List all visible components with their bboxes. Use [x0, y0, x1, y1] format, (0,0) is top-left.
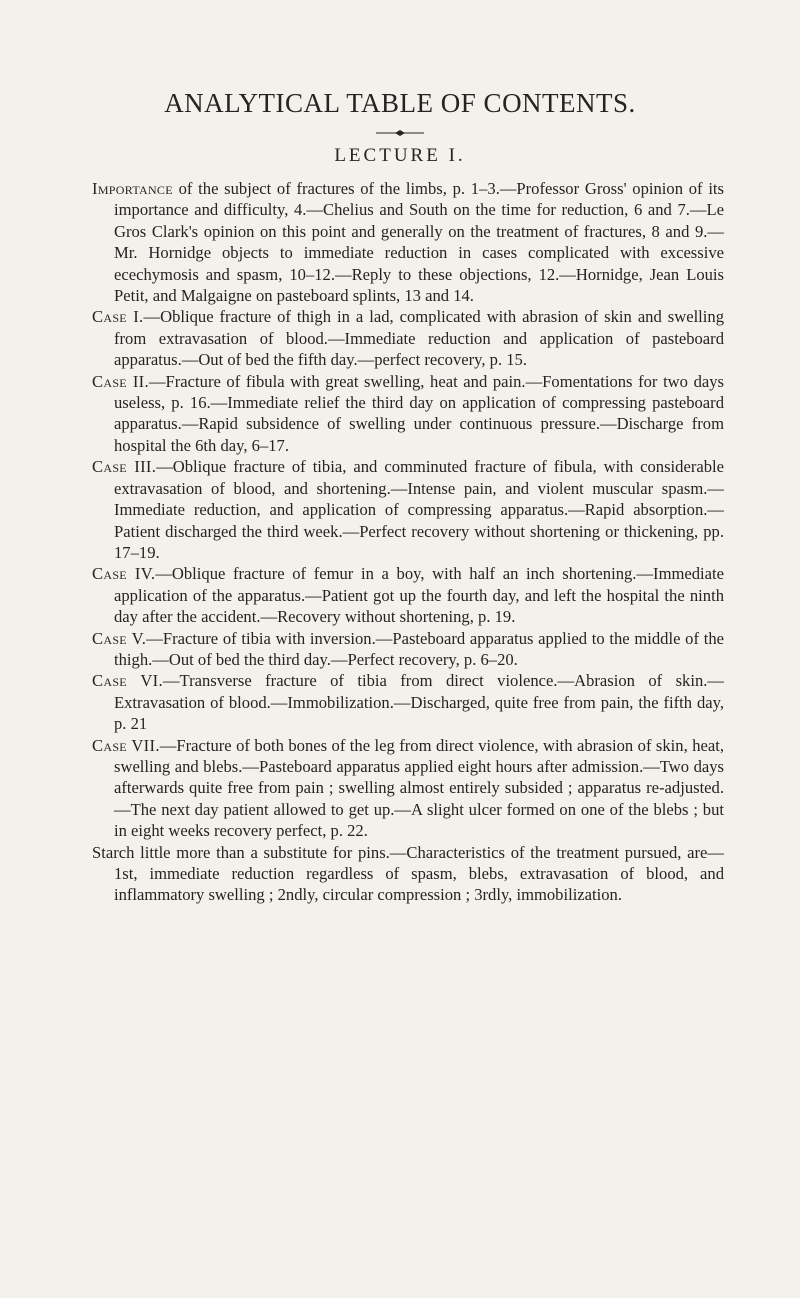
- entry-starch: [92, 842, 724, 906]
- entry-lead: Case VII.: [92, 735, 160, 755]
- entry-text: —Oblique fracture of tibia, and comminuted fracture of fibula, with considerable extravasation of blood, and shortening.—Intense pain, and violent muscular spasm.—Immediate reduction, and application of compressing apparatus.—Rapid absorption.—Patient discharged the third week.—Perfect recovery without shortening or thickening, pp. 17–19.: [114, 457, 724, 562]
- entry-text: Starch little more than a substitute for pins.—Characteristics of the treatment pursued, are—1st, immediate reduction regardless of spasm, blebs, extravasation of blood, and inflammatory swelling ; 2ndly, circular compression ; 3rdly, immobilization.: [92, 842, 724, 905]
- page-title: ANALYTICAL TABLE OF CONTENTS.: [164, 88, 636, 118]
- contents-body: [92, 178, 724, 906]
- ornament-rule-icon: [376, 128, 424, 138]
- entry-lead: Case VI.: [92, 671, 163, 691]
- entry-text: —Oblique fracture of femur in a boy, with half an inch shortening.—Immediate application of the apparatus.—Patient got up the fourth day, and left the hospital the ninth day after the accident.—Recovery without shortening, p. 19.: [114, 564, 724, 627]
- entry-text: —Transverse fracture of tibia from direct violence.—Abrasion of skin.—Extravasation of blood.—Immobilization.—Discharged, quite free from pain, the fifth day, p. 21: [114, 671, 724, 734]
- entry-case-6: [92, 670, 724, 734]
- entry-lead: Case I.: [92, 307, 144, 327]
- entry-lead: Case III.: [92, 457, 157, 477]
- entry-case-5: [92, 628, 724, 671]
- entry-text: —Fracture of tibia with inversion.—Pasteboard apparatus applied to the middle of the thigh.—Out of bed the third day.—Perfect recovery, p. 6–20.: [114, 628, 724, 669]
- entry-text: of the subject of fractures of the limbs, p. 1–3.—Professor Gross' opinion of its importance and difficulty, 4.—Chelius and South on the time for reduction, 6 and 7.—Le Gros Clark's opinion on this point and generally on the treatment of fractures, 8 and 9.—Mr. Hornidge objects to immediate reduction in cases complicated with excessive ecechymosis and spasm, 10–12.—Reply to these objections, 12.—Hornidge, Jean Louis Petit, and Malgaigne on pasteboard splints, 13 and 14.: [114, 179, 724, 306]
- entry-lead: Importance: [92, 179, 173, 198]
- entry-lead: Case V.: [92, 628, 147, 648]
- entry-case-2: [92, 371, 724, 457]
- entry-text: —Fracture of both bones of the leg from direct violence, with abrasion of skin, heat, swelling and blebs.—Pasteboard apparatus applied eight hours after admission.—Two days afterwards quite free from pain ; swelling almost entirely subsided ; apparatus re-adjusted. —The next day patient allowed to get up.—A slight ulcer formed on one of the blebs ; but in eight weeks recovery perfect, p. 22.: [114, 735, 724, 841]
- entry-importance: [92, 178, 724, 306]
- entry-case-4: [92, 563, 724, 627]
- entry-lead: Case IV.: [92, 564, 156, 584]
- entry-text: —Fracture of fibula with great swelling, heat and pain.—Fomentations for two days useless, p. 16.—Immediate relief the third day on application of compressing pasteboard apparatus.—Rapid subsidence of swelling under continuous pressure.—Discharge from hospital the 6th day, 6–17.: [114, 371, 724, 455]
- lecture-heading: LECTURE I.: [334, 145, 466, 166]
- entry-text: —Oblique fracture of thigh in a lad, complicated with abrasion of skin and swelling from extravasation of blood.—Immediate reduction and application of pasteboard apparatus.—Out of bed the fifth day.—perfect recovery, p. 15.: [114, 307, 724, 370]
- entry-lead: Case II.: [92, 371, 149, 391]
- entry-case-3: [92, 456, 724, 563]
- entry-case-7: [92, 735, 724, 842]
- entry-case-1: [92, 306, 724, 370]
